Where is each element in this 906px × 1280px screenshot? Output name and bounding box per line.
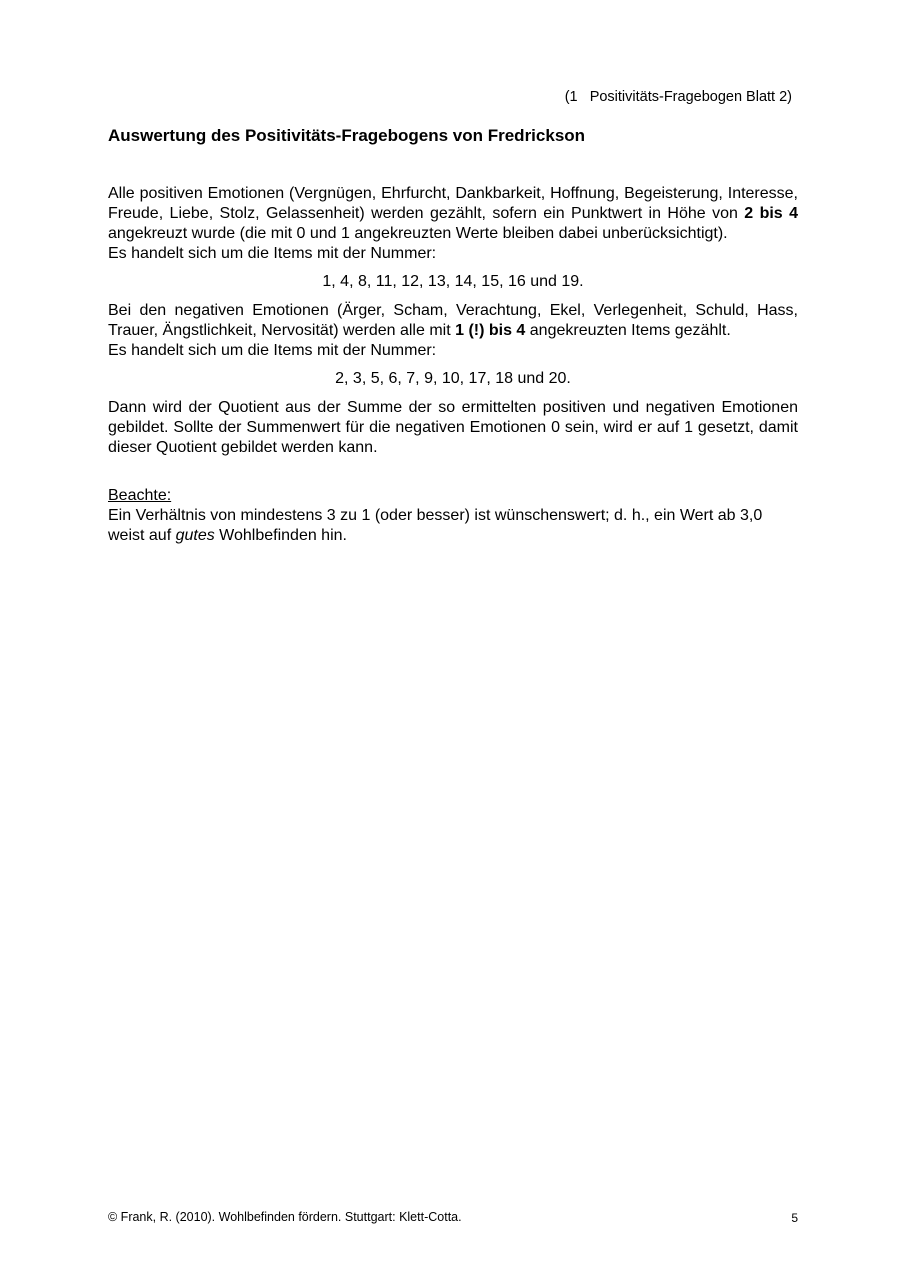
negative-items-list: 2, 3, 5, 6, 7, 9, 10, 17, 18 und 20. [335, 370, 571, 387]
positive-intro-text-end: angekreuzt wurde (die mit 0 und 1 angekreuzten Werte bleiben dabei unberücksichtigt). [108, 225, 728, 242]
positive-items-label: Es handelt sich um die Items mit der Nummer: [108, 245, 437, 262]
positive-items-list: 1, 4, 8, 11, 12, 13, 14, 15, 16 und 19. [322, 273, 584, 290]
negative-score-range: 1 (!) bis 4 [455, 322, 526, 339]
positive-emotions-paragraph [108, 184, 798, 244]
note-emphasis: gutes [175, 527, 215, 544]
footer-citation: © Frank, R. (2010). Wohlbefinden fördern. Stuttgart: Klett-Cotta. [108, 1210, 462, 1224]
negative-intro-text: Bei den negativen Emotionen (Ärger, Scham, Verachtung, Ekel, Verlegenheit, Schuld, Hass, Trauer, Ängstlichkeit, Nervosität) werden alle mit [108, 302, 798, 339]
page-header-reference: (1 Positivitäts-Fragebogen Blatt 2) [564, 89, 792, 105]
document-body [108, 184, 798, 546]
note-text: Ein Verhältnis von mindestens 3 zu 1 (oder besser) ist wünschenswert; d. h., ein Wert ab 3,0 weist auf [108, 507, 763, 544]
negative-emotions-paragraph [108, 301, 798, 341]
document-title: Auswertung des Positivitäts-Fragebogens von Fredrickson [108, 126, 586, 145]
note-text-end: Wohlbefinden hin. [214, 527, 347, 544]
positive-intro-text: Alle positiven Emotionen (Vergnügen, Ehrfurcht, Dankbarkeit, Hoffnung, Begeisterung, Interesse, Freude, Liebe, Stolz, Gelassenheit) werden gezählt, sofern ein Punktwert in Höhe von [108, 185, 798, 222]
negative-intro-text-end: angekreuzten Items gezählt. [525, 322, 731, 339]
note-heading: Beachte: [108, 487, 172, 504]
negative-items-label: Es handelt sich um die Items mit der Nummer: [108, 342, 437, 359]
quotient-paragraph: Dann wird der Quotient aus der Summe der so ermittelten positiven und negativen Emotionen gebildet. Sollte der Summenwert für die negativen Emotionen 0 sein, wird er auf 1 gesetzt, damit dieser Quotient gebildet werden kann. [108, 399, 798, 456]
footer-page-number: 5 [791, 1211, 798, 1225]
note-paragraph [108, 506, 798, 546]
positive-score-range: 2 bis 4 [744, 205, 798, 222]
section-spacer [108, 458, 798, 486]
